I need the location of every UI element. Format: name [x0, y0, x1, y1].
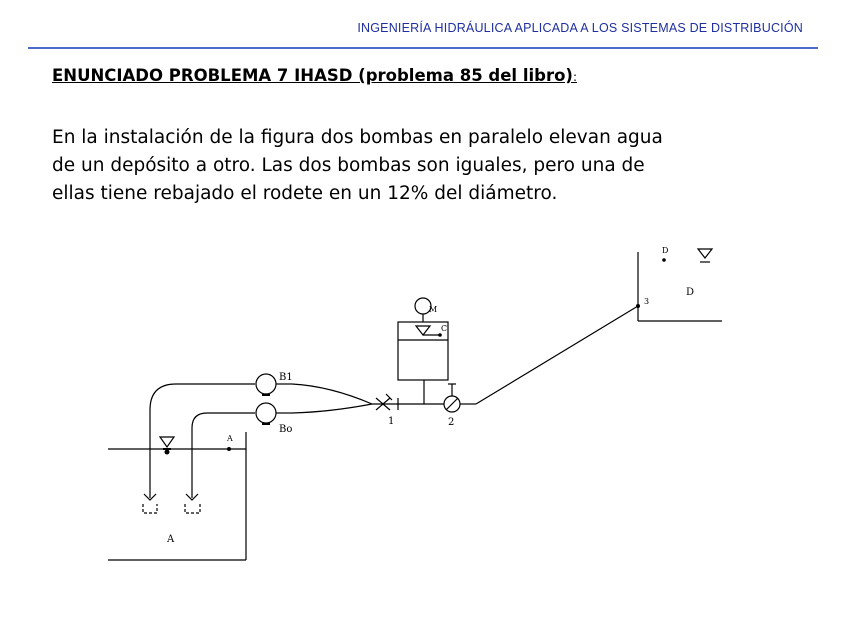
- pump-b1: [256, 374, 372, 404]
- header-title: INGENIERÍA HIDRÁULICA APLICADA A LOS SISTEMAS DE DISTRIBUCIÓN: [357, 21, 803, 35]
- label-reservoir-a: A: [167, 534, 175, 545]
- label-node-2: 2: [448, 417, 455, 428]
- discharge-pipe-3: [476, 306, 638, 404]
- label-node-1: 1: [388, 416, 395, 427]
- problem-title-text: ENUNCIADO PROBLEMA 7 IHASD (problema 85 del libro): [52, 66, 573, 85]
- statement-line-2: de un depósito a otro. Las dos bombas son iguales, pero una de: [52, 155, 645, 176]
- node-3-marker: [636, 304, 640, 308]
- suction-pipe-bo: [185, 413, 255, 513]
- statement-line-3: ellas tiene rebajado el rodete en un 12% del diámetro.: [52, 183, 558, 204]
- reservoir-a: [108, 432, 246, 560]
- node-d-marker: [662, 258, 666, 262]
- check-valve-1: [372, 394, 398, 410]
- problem-title-colon: :: [572, 70, 578, 84]
- pump-bo: [256, 403, 372, 424]
- label-tank-c: C: [441, 324, 448, 333]
- label-reservoir-d: D: [686, 287, 695, 298]
- node-c-marker: [438, 333, 442, 337]
- valve-2: [444, 384, 460, 412]
- label-node-3: 3: [644, 297, 650, 306]
- node-a-surface-marker: [165, 450, 170, 455]
- statement-line-1: En la instalación de la figura dos bombas en paralelo elevan agua: [52, 127, 663, 148]
- label-pump-b1: B1: [279, 372, 293, 383]
- reservoir-d: [638, 249, 722, 321]
- label-pump-bo: Bo: [279, 424, 293, 435]
- label-d-point: D: [662, 246, 669, 255]
- label-a-point: A: [227, 434, 233, 443]
- label-motor-m: M: [429, 305, 438, 314]
- node-a-marker: [227, 447, 231, 451]
